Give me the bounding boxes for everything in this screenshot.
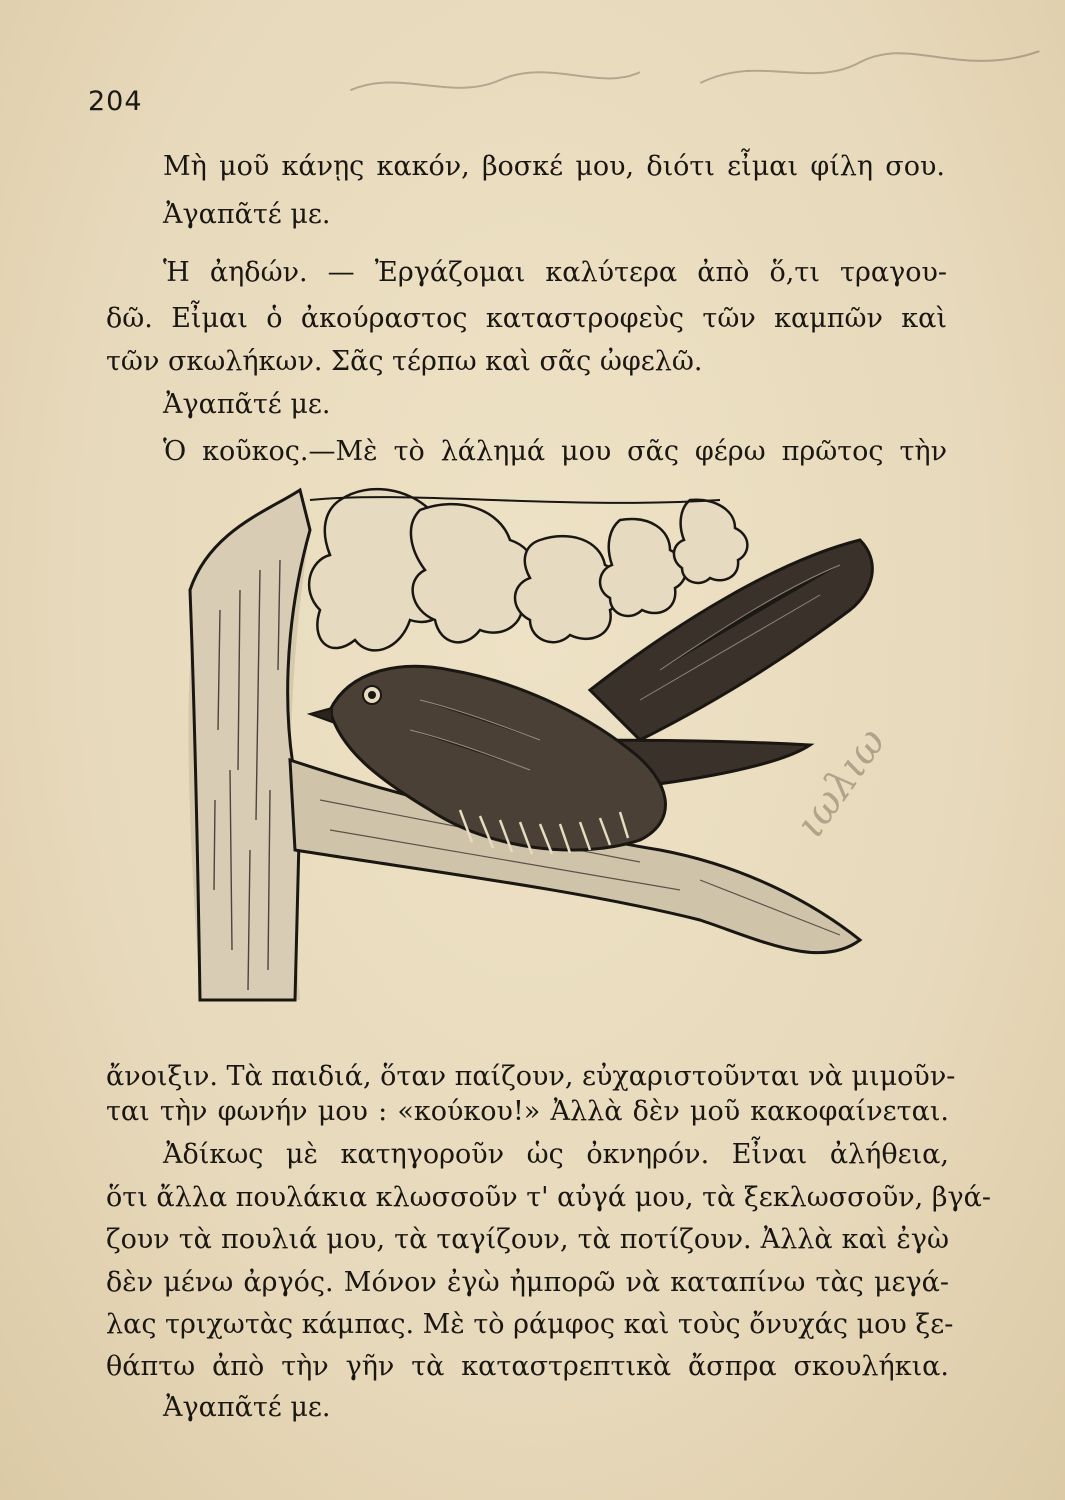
text-line-15: θάπτω ἀπὸ τὴν γῆν τὰ καταστρεπτικὰ ἄσπρα σκουλήκια. — [106, 1351, 949, 1382]
text-line-13: δὲν μένω ἀργός. Μόνον ἐγὼ ἠμπορῶ νὰ καταπίνω τὰς μεγά- — [106, 1267, 949, 1298]
text-line-5: τῶν σκωλήκων. Σᾶς τέρπω καὶ σᾶς ὠφελῶ. — [106, 346, 703, 377]
pencil-scribble-icon — [339, 35, 1061, 120]
text-line-2: Ἀγαπᾶτέ με. — [163, 199, 331, 230]
page-number: 204 — [88, 86, 143, 117]
text-line-4: δῶ. Εἶμαι ὁ ἀκούραστος καταστροφεὺς τῶν καμπῶν καὶ — [106, 303, 947, 334]
text-line-9: ται τὴν φωνήν μου : «κούκου!» Ἀλλὰ δὲν μοῦ κακοφαίνεται. — [106, 1096, 949, 1127]
text-line-10: Ἀδίκως μὲ κατηγοροῦν ὡς ὀκνηρόν. Εἶναι ἀλήθεια, — [163, 1139, 949, 1170]
text-line-7: Ὁ κοῦκος.—Μὲ τὸ λάλημά μου σᾶς φέρω πρῶτος τὴν — [163, 436, 947, 467]
text-line-3: Ἡ ἀηδών. — Ἐργάζομαι καλύτερα ἀπὸ ὅ,τι τραγου- — [163, 257, 947, 288]
pencil-scribble — [339, 35, 1060, 110]
text-line-11: ὅτι ἄλλα πουλάκια κλωσσοῦν τ' αὐγά μου, τὰ ξεκλωσσοῦν, βγά- — [106, 1182, 991, 1213]
text-line-6: Ἀγαπᾶτέ με. — [163, 389, 331, 420]
text-line-8: ἄνοιξιν. Τὰ παιδιά, ὅταν παίζουν, εὐχαριστοῦνται νὰ μιμοῦν- — [106, 1061, 956, 1092]
text-line-14: λας τριχωτὰς κάμπας. Μὲ τὸ ράμφος καὶ τοὺς ὄνυχάς μου ξε- — [106, 1309, 954, 1340]
pencil-handwriting: ιωλιω — [787, 719, 895, 847]
text-line-12: ζουν τὰ πουλιά μου, τὰ ταγίζουν, τὰ ποτίζουν. Ἀλλὰ καὶ ἐγὼ — [106, 1224, 949, 1255]
text-line-16: Ἀγαπᾶτέ με. — [163, 1392, 331, 1423]
text-line-1: Μὴ μοῦ κάνῃς κακόν, βοσκέ μου, διότι εἶμαι φίλη σου. — [163, 151, 945, 182]
